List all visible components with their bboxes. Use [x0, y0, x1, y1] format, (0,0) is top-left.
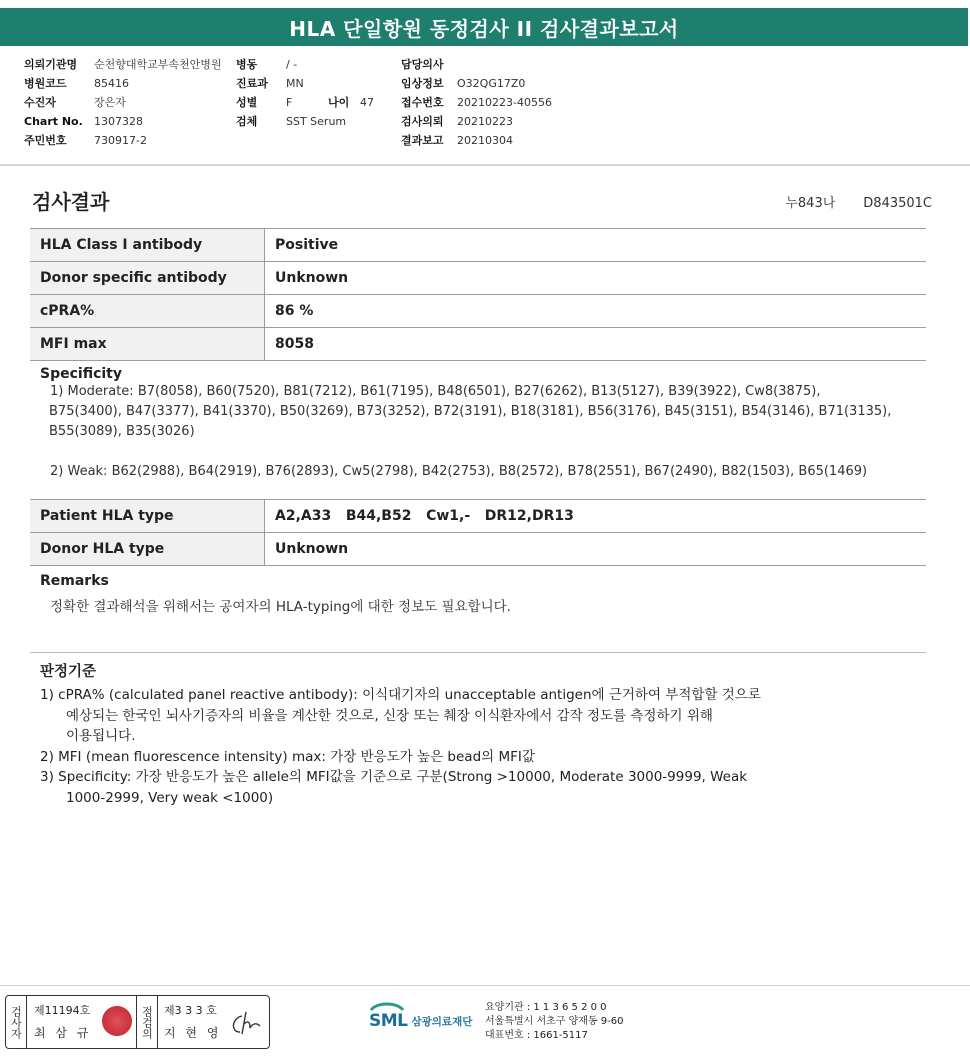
reviewer-license: 제3 3 3 호 [164, 1004, 217, 1017]
footer [0, 985, 970, 1058]
header-label: 담당의사 [401, 58, 444, 71]
header-label: 진료과 [236, 77, 268, 90]
specificity-block [40, 366, 891, 482]
tester-name: 최 삼 규 [34, 1026, 92, 1040]
seal-stamp [102, 1006, 132, 1036]
company-logo [367, 1000, 472, 1032]
table-row [30, 262, 926, 295]
table-row [30, 229, 926, 262]
hla-value: Unknown [265, 533, 927, 566]
header-label: 병원코드 [24, 77, 67, 90]
header-label: 성별 [236, 96, 258, 109]
signature-label-reviewer [136, 996, 158, 1048]
header-value: MN [286, 77, 304, 90]
table-row [30, 295, 926, 328]
result-label: HLA Class I antibody [30, 229, 265, 262]
header-value: 20210223-40556 [457, 96, 552, 109]
criteria-block [40, 660, 900, 808]
lab-info [485, 1001, 624, 1043]
lab-info-line: 대표번호 : 1661-5117 [485, 1030, 588, 1041]
header-col2 [236, 55, 374, 131]
tester-license: 제11194호 [34, 1004, 91, 1017]
result-value: 86 % [265, 295, 927, 328]
specificity-line: B75(3400), B47(3377), B41(3370), B50(3269), B73(3252), B72(3191), B18(3181), B56(3176), B45(3151), B54(3146), B71(3135), [49, 404, 892, 419]
header-label: 검사의뢰 [401, 115, 444, 128]
header-value: SST Serum [286, 115, 347, 128]
code-ward: 누843나 [785, 196, 836, 211]
criteria-heading: 판정기준 [40, 664, 97, 680]
header-value: 47 [360, 96, 374, 109]
header-col1 [24, 55, 222, 150]
specificity-line: 1) Moderate: B7(8058), B60(7520), B81(7212), B61(7195), B48(6501), B27(6262), B13(5127), B39(3922), Cw8(3875), [50, 384, 821, 399]
result-value: Positive [265, 229, 927, 262]
section-divider [30, 652, 926, 653]
company-name: 삼광의료재단 [411, 1015, 473, 1028]
result-value: 8058 [265, 328, 927, 361]
tester-label: 검사자 [9, 1005, 23, 1039]
header-label: 접수번호 [401, 96, 444, 109]
header-value: / - [286, 58, 298, 71]
header-col3 [401, 55, 552, 150]
header-value: 장은자 [94, 96, 126, 109]
hla-label: Patient HLA type [30, 500, 265, 533]
remarks-block [40, 573, 511, 615]
hla-value: A2,A33 B44,B52 Cw1,- DR12,DR13 [265, 500, 927, 533]
header-label: 의뢰기관명 [24, 58, 78, 71]
header-label: 결과보고 [401, 134, 444, 147]
result-value: Unknown [265, 262, 927, 295]
hla-label: Donor HLA type [30, 533, 265, 566]
report-title: HLA 단일항원 동정검사 II 검사결과보고서 [0, 8, 968, 46]
lab-info-line: 요양기관 : 1 1 3 6 5 2 0 0 [485, 1002, 607, 1013]
header-value: O32QG17Z0 [457, 77, 526, 90]
header-label: 검체 [236, 115, 258, 128]
header-label: 주민번호 [24, 134, 67, 147]
hla-type-table [30, 499, 926, 566]
signature-label-tester [6, 996, 27, 1048]
header-value: F [286, 96, 293, 109]
criteria-item-cont: 1000-2999, Very weak <1000) [66, 789, 274, 806]
remarks-heading: Remarks [40, 573, 109, 589]
header-label: 나이 [328, 96, 350, 109]
header-label: 수진자 [24, 96, 56, 109]
criteria-item: 2) MFI (mean fluorescence intensity) max: 가장 반응도가 높은 bead의 MFI값 [40, 748, 535, 765]
criteria-item-cont: 이용됩니다. [66, 728, 136, 744]
header-value: 85416 [94, 77, 129, 90]
header-label: 임상정보 [401, 77, 444, 90]
logo-text: SML [369, 1011, 408, 1031]
table-row [30, 328, 926, 361]
criteria-item-cont: 예상되는 한국인 뇌사기증자의 비율을 계산한 것으로, 신장 또는 췌장 이식환자에서 감작 정도를 측정하기 위해 [66, 707, 713, 724]
criteria-item: 3) Specificity: 가장 반응도가 높은 allele의 MFI값을 기준으로 구분(Strong >10000, Moderate 3000-9999, Weak [40, 769, 748, 785]
header-label: Chart No. [24, 115, 83, 128]
specificity-line: B55(3089), B35(3026) [49, 424, 195, 439]
criteria-item: 1) cPRA% (calculated panel reactive antibody): 이식대기자의 unacceptable antigen에 근거하여 부적합할 것으로 [40, 687, 761, 703]
code-report: D843501C [863, 196, 932, 211]
header-label: 병동 [236, 58, 258, 71]
header-value: 20210223 [457, 115, 513, 128]
report-codes [757, 192, 932, 211]
handwritten-signature [228, 1010, 264, 1038]
header-value: 1307328 [94, 115, 143, 128]
remarks-text: 정확한 결과해석을 위해서는 공여자의 HLA-typing에 대한 정보도 필요합니다. [50, 599, 511, 615]
header-value: 730917-2 [94, 134, 147, 147]
result-label: MFI max [30, 328, 265, 361]
specificity-line: 2) Weak: B62(2988), B64(2919), B76(2893), Cw5(2798), B42(2753), B8(2572), B78(2551), B67(2490), B82(1503), B65(1469) [50, 464, 868, 479]
specificity-heading: Specificity [40, 366, 122, 382]
section-title: 검사결과 [32, 190, 110, 214]
reviewer-label: 점검의 [140, 1005, 154, 1039]
lab-info-line: 서울특별시 서초구 양재동 9-60 [485, 1016, 624, 1027]
signature-box [5, 995, 270, 1049]
table-row [30, 533, 926, 566]
reviewer-name: 지 현 영 [164, 1026, 222, 1040]
header-value: 20210304 [457, 134, 513, 147]
result-label: cPRA% [30, 295, 265, 328]
results-table [30, 228, 926, 361]
table-row [30, 500, 926, 533]
header-divider [0, 164, 970, 166]
header-value: 순천향대학교부속천안병원 [94, 58, 222, 71]
result-label: Donor specific antibody [30, 262, 265, 295]
